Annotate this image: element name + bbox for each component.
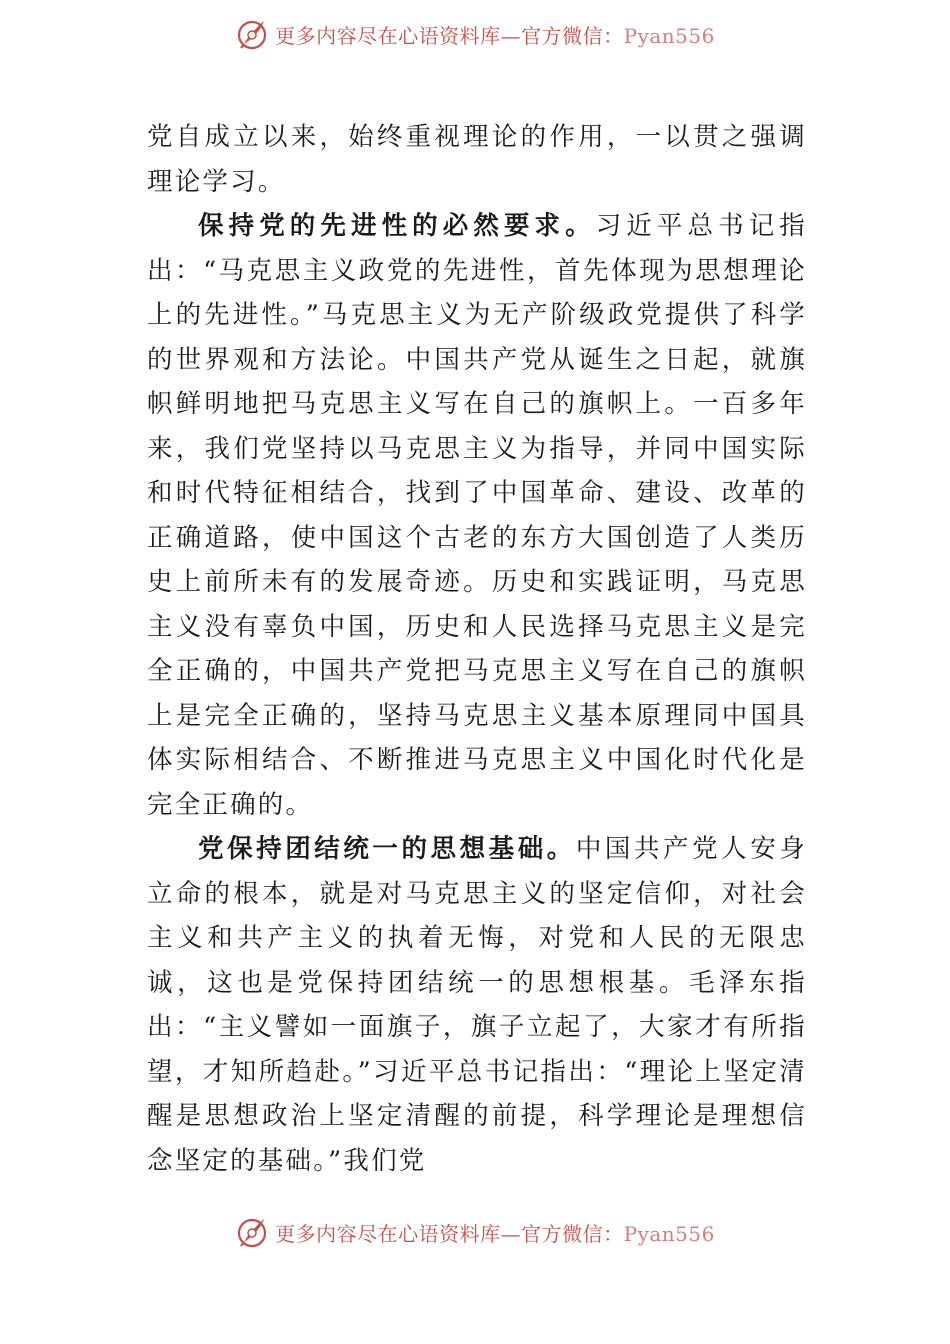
header-banner-title: 更多内容尽在心语资料库—官方微信： <box>275 23 624 48</box>
footer-wechat-id: Pyan556 <box>623 1221 715 1246</box>
paragraph-3-heading: 党保持团结统一的思想基础。 <box>198 834 576 864</box>
header-banner-text <box>275 20 715 49</box>
footer-banner-text <box>275 1218 715 1247</box>
header-wechat-id: Pyan556 <box>623 23 715 48</box>
paragraph-3-body: 中国共产党人安身立命的根本，就是对马克思主义的坚定信仰，对社会主义和共产主义的执着无悔，对党和人民的无限忠诚，这也是党保持团结统一的思想根基。毛泽东指出：“主义譬如一面旗子，旗子立起了，大家才有所指望，才知所趋赴。”习近平总书记指出：“理论上坚定清醒是思想政治上坚定清醒的前提，科学理论是理想信念坚定的基础。”我们党 <box>147 834 807 1176</box>
footer-banner-title: 更多内容尽在心语资料库—官方微信： <box>275 1221 624 1246</box>
quill-pen-logo-icon <box>235 1215 269 1249</box>
paragraph-3 <box>147 827 807 1183</box>
quill-pen-logo-icon <box>235 17 269 51</box>
paragraph-2-body: 习近平总书记指出：“马克思主义政党的先进性，首先体现为思想理论上的先进性。”马克思主义为无产阶级政党提供了科学的世界观和方法论。中国共产党从诞生之日起，就旗帜鲜明地把马克思主义写在自己的旗帜上。一百多年来，我们党坚持以马克思主义为指导，并同中国实际和时代特征相结合，找到了中国革命、建设、改革的正确道路，使中国这个古老的东方大国创造了人类历史上前所未有的发展奇迹。历史和实践证明，马克思主义没有辜负中国，历史和人民选择马克思主义是完全正确的，中国共产党把马克思主义写在自己的旗帜上是完全正确的，坚持马克思主义基本原理同中国具体实际相结合、不断推进马克思主义中国化时代化是完全正确的。 <box>147 211 807 820</box>
paragraph-2-heading: 保持党的先进性的必然要求。 <box>198 211 596 241</box>
header-banner <box>0 14 950 54</box>
footer-banner <box>0 1212 950 1252</box>
document-body <box>147 115 807 1183</box>
paragraph-1: 党自成立以来，始终重视理论的作用，一以贯之强调理论学习。 <box>147 122 807 197</box>
paragraph-2 <box>147 204 807 827</box>
